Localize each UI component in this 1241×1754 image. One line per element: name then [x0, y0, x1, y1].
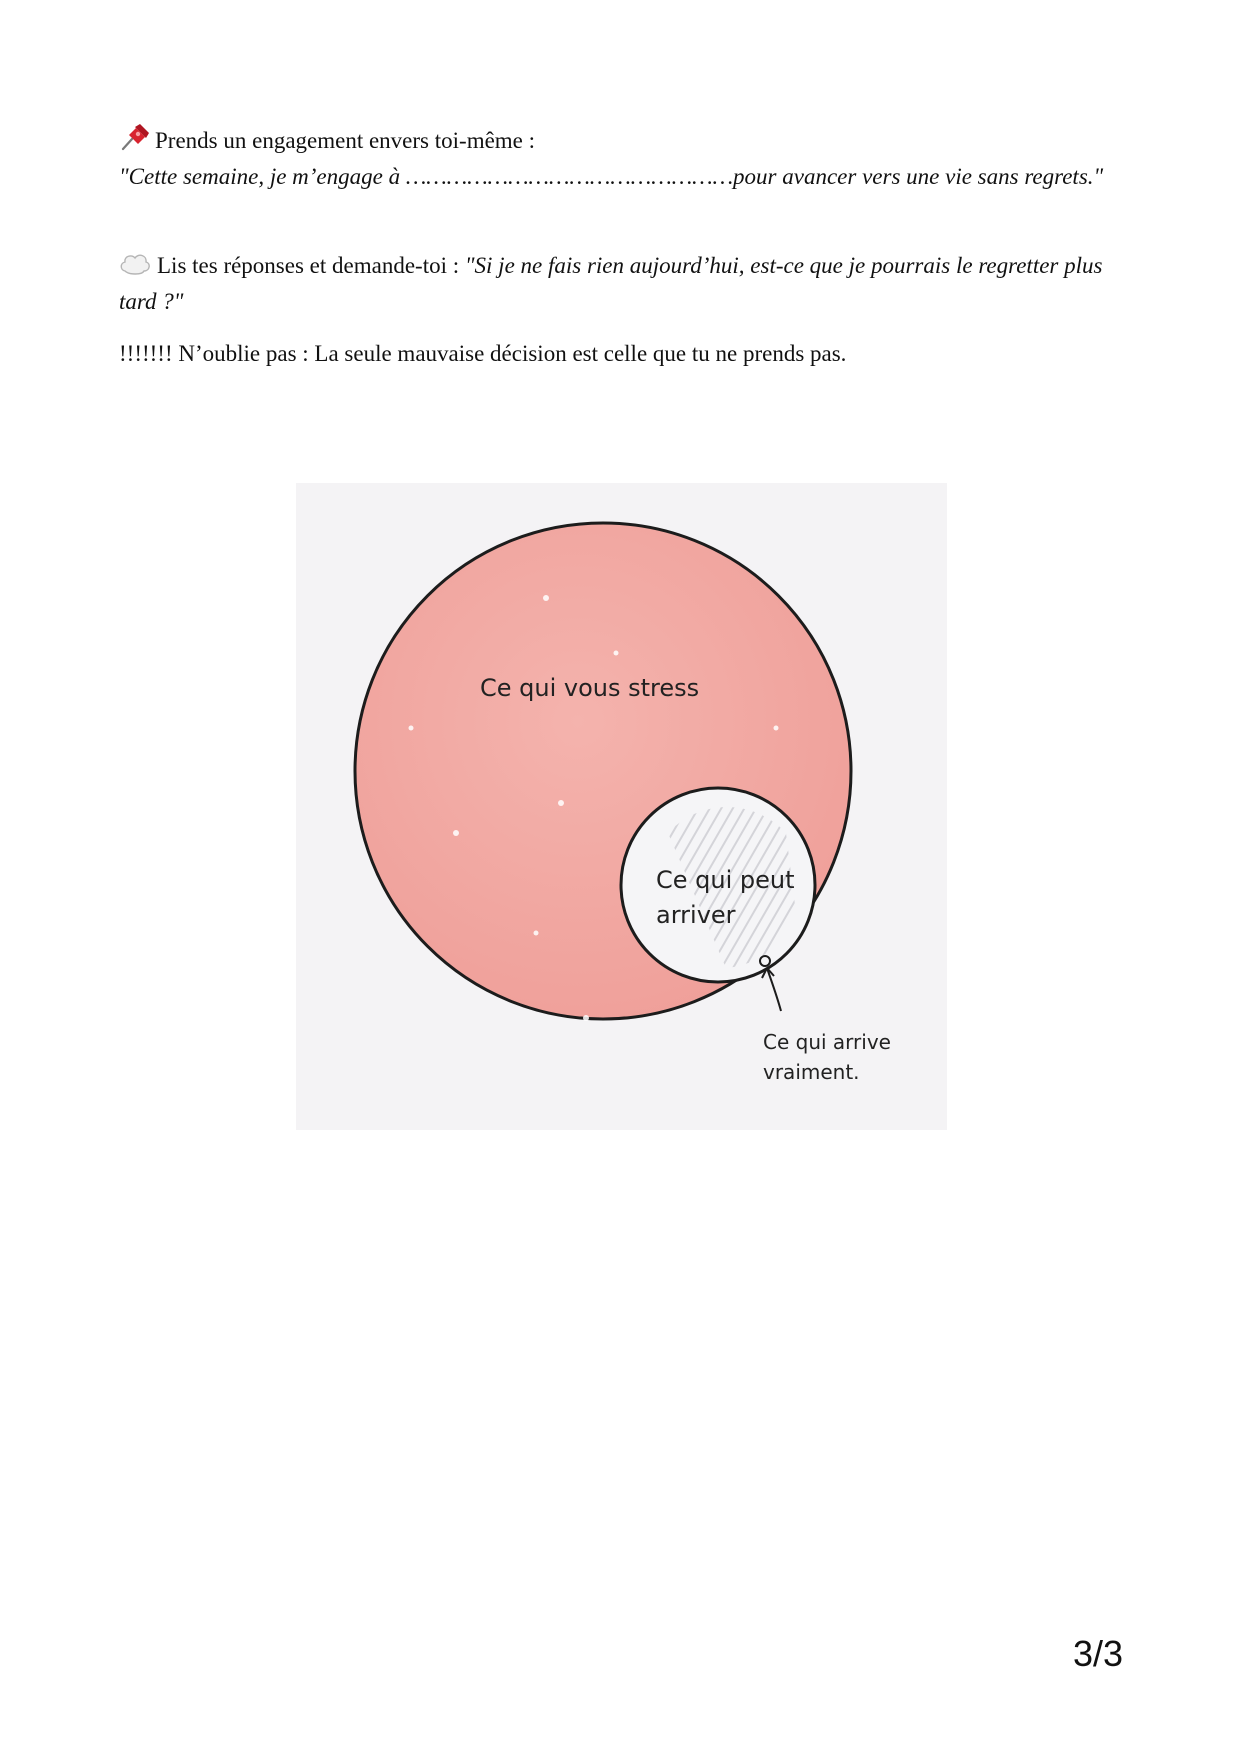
reminder-text: !!!!!!! N’oublie pas : La seule mauvaise décision est celle que tu ne prends pas. — [119, 341, 847, 366]
reflection-quote: "Si je ne fais rien aujourd’hui, est-ce que je pourrais le regretter plus tard ?" — [119, 253, 1103, 314]
illustration-svg — [296, 483, 947, 1130]
commitment-heading: Prends un engagement envers toi-même : — [155, 128, 536, 153]
inner-label-line1: Ce qui peut — [656, 866, 795, 894]
outer-label: Ce qui vous stress — [480, 674, 700, 702]
commitment-quote: "Cette semaine, je m’engage à …………………………………………pour avancer vers une vie sans regrets." — [119, 164, 1104, 189]
stress-circles-illustration — [296, 483, 947, 1130]
arrow-label-line2: vraiment. — [763, 1060, 860, 1084]
page-number: 3/3 — [1072, 1633, 1123, 1674]
reflection-section — [119, 250, 1119, 318]
pointer-arrow — [767, 968, 781, 1011]
reminder-section — [119, 338, 1119, 370]
commitment-section — [119, 124, 1119, 193]
inner-label-line2: arriver — [656, 901, 736, 929]
reflection-lead: Lis tes réponses et demande-toi : — [157, 253, 465, 278]
arrow-label-line1: Ce qui arrive — [763, 1030, 891, 1054]
pushpin-icon — [119, 124, 149, 161]
thought-bubble-icon — [119, 251, 151, 286]
